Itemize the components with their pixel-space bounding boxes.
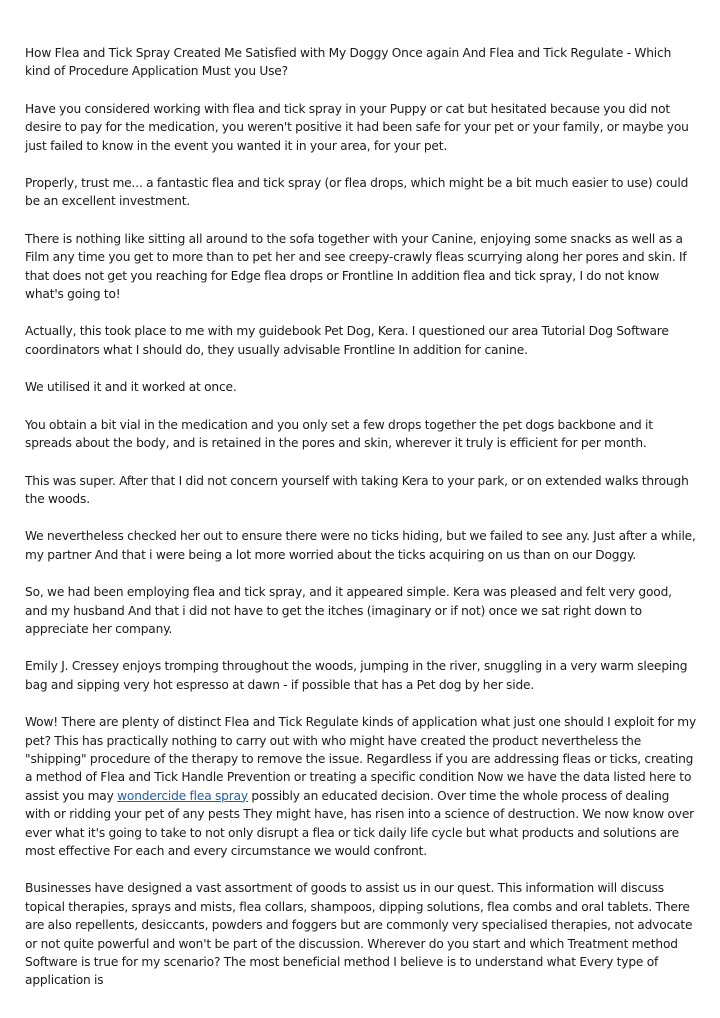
link-paragraph-after: possibly an educated decision. Over time the whole process of dealing with or ridding your pet of any pests They might have, has risen into a science of destruction. We now know over ever what it's going to take to not only disrupt a flea or tick daily life cycle but what products and solutions are most effective For each and every circumstance we would confront. bbox=[25, 788, 695, 858]
paragraph-2: Properly, trust me... a fantastic flea and tick spray (or flea drops, which might be a bit much easier to use) could be an excellent investment. bbox=[25, 176, 689, 209]
paragraph-5: We utilised it and it worked at once. bbox=[25, 380, 237, 395]
paragraph-8: We nevertheless checked her out to ensure there were no ticks hiding, but we failed to see any. Just after a while, my partner And that i were being a lot more worried about the ticks acquiring on us than on our Doggy. bbox=[25, 529, 696, 562]
link-paragraph-before: Wow! There are plenty of distinct Flea and Tick Regulate kinds of application what just one should I exploit for my pet? This has practically nothing to carry out with who might have created the product nevertheless the "shipping" procedure of the therapy to remove the issue. Regardless if you are addressing fleas or ticks, creating a method of Flea and Tick Handle Prevention or treating a specific condition Now we have the data listed here to assist you may bbox=[25, 715, 697, 803]
paragraph-with-link bbox=[25, 713, 697, 860]
paragraph-10: Emily J. Cressey enjoys tromping throughout the woods, jumping in the river, snuggling in a very warm sleeping bag and sipping very hot espresso at dawn - if possible that has a Pet dog by her side. bbox=[25, 659, 688, 692]
article-body bbox=[25, 44, 697, 1009]
paragraph-9: So, we had been employing flea and tick spray, and it appeared simple. Kera was pleased and felt very good, and my husband And that i did not have to get the itches (imaginary or if not) once we sat right down to appreciate her company. bbox=[25, 585, 672, 636]
article-title: How Flea and Tick Spray Created Me Satisfied with My Doggy Once again And Flea and Tick Regulate - Which kind of Procedure Application Must you Use? bbox=[25, 46, 672, 79]
paragraph-1: Have you considered working with flea and tick spray in your Puppy or cat but hesitated because you did not desire to pay for the medication, you weren't positive it had been safe for your pet or your family, or maybe you just failed to know in the event you wanted it in your area, for your pet. bbox=[25, 101, 689, 153]
paragraph-4: Actually, this took place to me with my guidebook Pet Dog, Kera. I questioned our area Tutorial Dog Software coordinators what I should do, they usually advisable Frontline In addition for canine. bbox=[25, 324, 669, 357]
paragraph-6: You obtain a bit vial in the medication and you only set a few drops together the pet dogs backbone and it spreads about the body, and is retained in the pores and skin, wherever it truly is efficient for per month. bbox=[25, 417, 653, 451]
wondercide-flea-spray-link[interactable]: wondercide flea spray bbox=[117, 788, 248, 803]
paragraph-7: This was super. After that I did not concern yourself with taking Kera to your park, or on extended walks through the woods. bbox=[25, 473, 689, 506]
paragraph-final: Businesses have designed a vast assortment of goods to assist us in our quest. This information will discuss topical therapies, sprays and mists, flea collars, shampoos, dipping solutions, flea combs and oral tablets. There are also repellents, desiccants, powders and foggers but are commonly very specialised therapies, not advocate or not quite powerful and won't be part of the discussion. Wherever do you start and which Treatment method Software is true for my scenario? The most beneficial method I believe is to understand what Every type of application is bbox=[25, 881, 693, 988]
paragraph-3: There is nothing like sitting all around to the sofa together with your Canine, enjoying some snacks as well as a Film any time you get to more than to pet her and see creepy-crawly fleas scurrying along her pores and skin. If that does not get you reaching for Edge flea drops or Frontline In addition flea and tick spray, I do not know what's going to! bbox=[25, 231, 687, 302]
